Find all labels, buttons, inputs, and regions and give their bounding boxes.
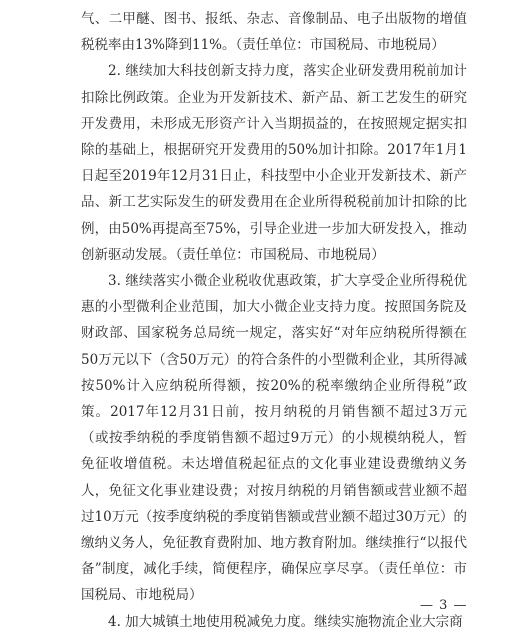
document-body: [81, 6, 467, 635]
page-number: — 3 —: [420, 598, 468, 613]
paragraph-rd-deduction: 2. 继续加大科技创新支持力度，落实企业研发费用税前加计扣除比例政策。企业为开发新技术、新产品、新工艺发生的研究开发费用，未形成无形资产计入当期损益的，在按照规定据实扣除的基础上，根据研究开发费用的50%加计扣除。2017年1月1日起至2019年12月31日止，科技型中小企业开发新技术、新产品、新工艺实际发生的研发费用在企业所得税税前加计扣除的比例，由50%再提高至75%，引导企业进一步加大研发投入，推动创新驱动发展。（责任单位：市国税局、市地税局）: [81, 63, 467, 263]
paragraph-small-micro-enterprise: 3. 继续落实小微企业税收优惠政策，扩大享受企业所得税优惠的小型微利企业范围，加大小微企业支持力度。按照国务院及财政部、国家税务总局统一规定，落实好“对年应纳税所得额在50万元以下（含50万元）的符合条件的小型微利企业，其所得减按50%计入应纳税所得额，按20%的税率缴纳企业所得税”政策。2017年12月31日前，按月纳税的月销售额不超过3万元（或按季纳税的季度销售额不超过9万元）的小规模纳税人，暂免征收增值税。未达增值税起征点的文化事业建设费缴纳义务人，免征文化事业建设费；对按月纳税的月销售额或营业额不超过10万元（按季度纳税的季度销售额或营业额不超过30万元）的缴纳义务人，免征教育费附加、地方教育附加。继续推行“以报代备”制度，减化手续，简便程序，确保应享尽享。（责任单位：市国税局、市地税局）: [81, 273, 467, 604]
paragraph-vat-rate-continued: 气、二甲醚、图书、报纸、杂志、音像制品、电子出版物的增值税税率由13%降到11%。（责任单位：市国税局、市地税局）: [81, 11, 467, 54]
paragraph-land-use-tax: 4. 加大城镇土地使用税减免力度。继续实施物流企业大宗商: [108, 613, 463, 630]
